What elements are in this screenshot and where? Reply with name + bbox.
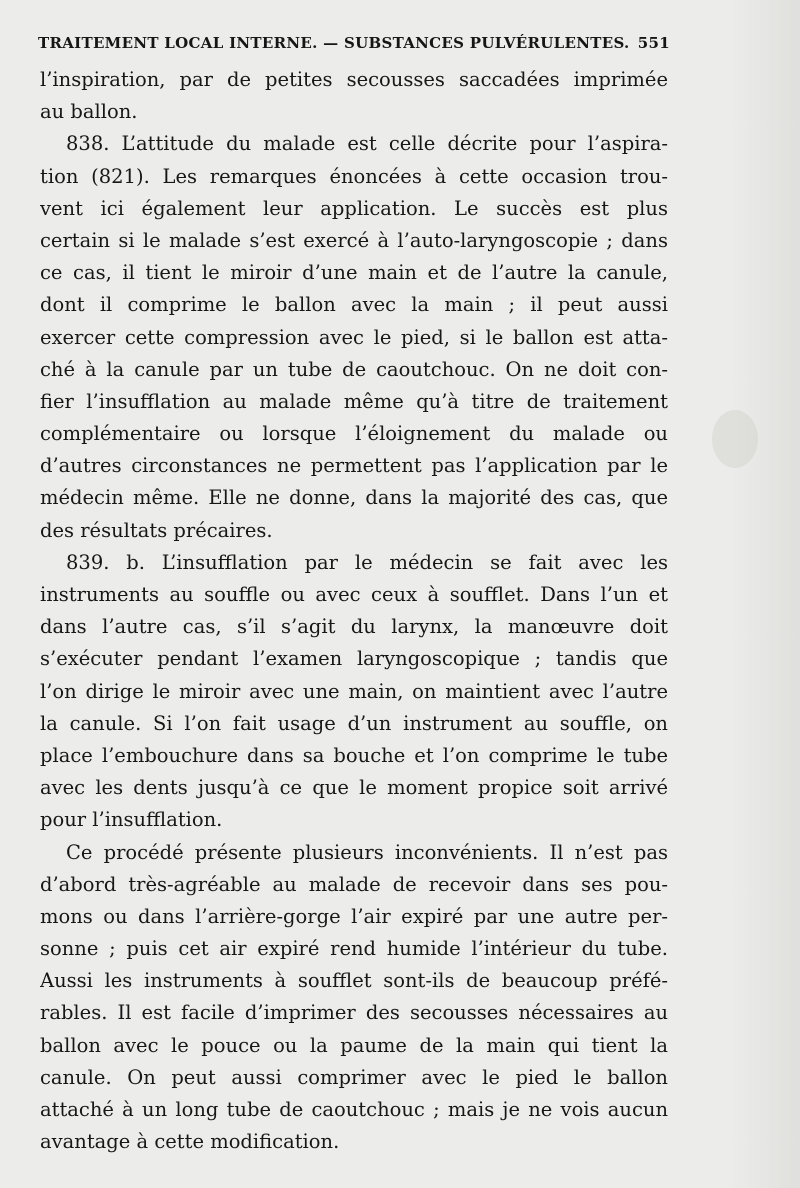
text-line: fier l’insufflation au malade même qu’à titre de traitement <box>40 389 668 413</box>
body-text <box>40 64 668 1158</box>
text-line: ce cas, il tient le miroir d’une main et de l’autre la canule, <box>40 261 668 285</box>
running-head <box>38 34 670 58</box>
text-line: des résultats précaires. <box>40 518 273 542</box>
text-line: 839. b. L’insufflation par le médecin se fait avec les <box>66 550 668 574</box>
text-line: Aussi les instruments à soufflet sont-ils de beaucoup préfé- <box>40 969 668 993</box>
running-title: TRAITEMENT LOCAL INTERNE. — SUBSTANCES PULVÉRULENTES. <box>38 34 630 52</box>
text-line: sonne ; puis cet air expiré rend humide l’intérieur du tube. <box>40 937 668 961</box>
text-line: pour l’insufflation. <box>40 808 223 832</box>
text-line: vent ici également leur application. Le succès est plus <box>40 196 668 220</box>
text-line: complémentaire ou lorsque l’éloignement du malade ou <box>40 422 668 446</box>
text-line: avec les dents jusqu’à ce que le moment propice soit arrivé <box>40 776 668 800</box>
text-line: s’exécuter pendant l’examen laryngoscopique ; tandis que <box>40 647 668 671</box>
paper-stain <box>712 410 758 468</box>
text-line: dont il comprime le ballon avec la main ; il peut aussi <box>40 293 668 317</box>
text-line: certain si le malade s’est exercé à l’auto-laryngoscopie ; dans <box>40 228 668 252</box>
text-line: ballon avec le pouce ou la paume de la main qui tient la <box>40 1033 668 1057</box>
text-line: mons ou dans l’arrière-gorge l’air expiré par une autre per- <box>40 904 668 928</box>
text-line: d’autres circonstances ne permettent pas l’application par le <box>40 454 668 478</box>
page-number: 551 <box>637 34 670 52</box>
text-line: l’inspiration, par de petites secousses saccadées imprimée <box>40 68 668 91</box>
text-line: exercer cette compression avec le pied, si le ballon est atta- <box>40 325 668 349</box>
text-line: d’abord très-agréable au malade de recevoir dans ses pou- <box>40 872 668 896</box>
text-line: attaché à un long tube de caoutchouc ; mais je ne vois aucun <box>40 1098 668 1121</box>
text-line: canule. On peut aussi comprimer avec le pied le ballon <box>40 1065 668 1089</box>
text-line: ché à la canule par un tube de caoutchouc. On ne doit con- <box>40 357 668 381</box>
text-line: dans l’autre cas, s’il s’agit du larynx, la manœuvre doit <box>40 615 668 639</box>
text-line: au ballon. <box>40 100 138 124</box>
text-line: médecin même. Elle ne donne, dans la majorité des cas, que <box>40 486 668 510</box>
text-line: tion (821). Les remarques énoncées à cette occasion trou- <box>40 164 668 188</box>
text-line: rables. Il est facile d’imprimer des secousses nécessaires au <box>40 1001 668 1025</box>
page-edge-shadow <box>730 0 800 1188</box>
text-line: la canule. Si l’on fait usage d’un instrument au souffle, on <box>40 711 668 735</box>
text-line: Ce procédé présente plusieurs inconvénients. Il n’est pas <box>66 840 668 864</box>
text-line: l’on dirige le miroir avec une main, on maintient avec l’autre <box>40 679 668 703</box>
text-line: instruments au souffle ou avec ceux à soufflet. Dans l’un et <box>40 583 668 606</box>
text-line: avantage à cette modification. <box>40 1130 340 1154</box>
text-line: 838. L’attitude du malade est celle décrite pour l’aspira- <box>66 132 668 156</box>
text-line: place l’embouchure dans sa bouche et l’on comprime le tube <box>40 743 668 767</box>
